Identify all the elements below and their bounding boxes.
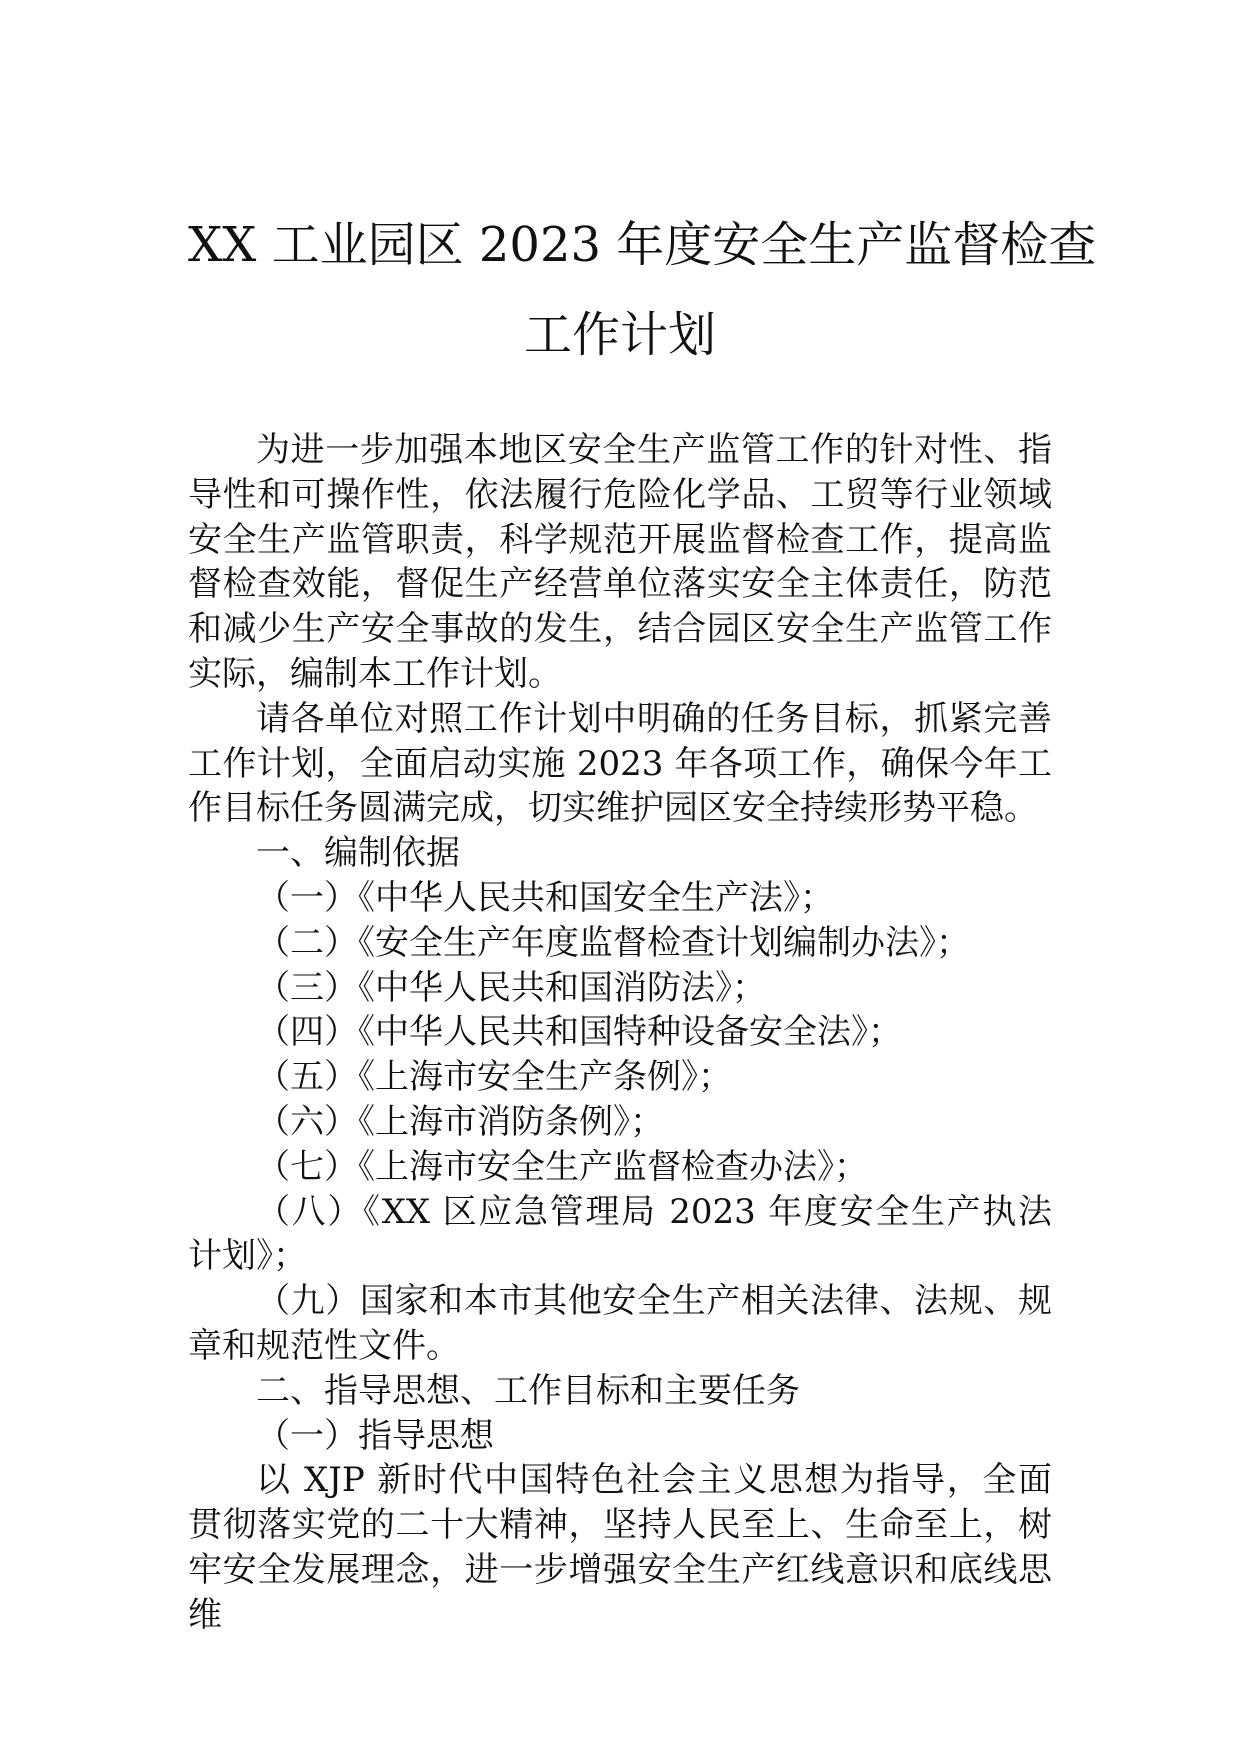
basis-item: （五）《上海市安全生产条例》； (256, 1057, 732, 1098)
document-title (188, 200, 1097, 380)
basis-item: （二）《安全生产年度监督检查计划编制办法》； (256, 922, 970, 963)
intro-paragraph-1: 为进一步加强本地区安全生产监管工作的针对性、指导性和可操作性，依法履行危险化学品、工贸等行业领域安全生产监管职责，科学规范开展监督检查工作，提高监督检查效能，督促生产经营单位落实安全主体责任，防范和减少生产安全事故的发生，结合园区安全生产监管工作实际，编制本工作计划。 (188, 430, 1052, 694)
subsection-heading: （一）指导思想 (256, 1415, 494, 1456)
basis-item: （三）《中华人民共和国消防法》； (256, 967, 766, 1008)
basis-item: （六）《上海市消防条例》； (256, 1101, 664, 1142)
section-heading-guidance: 二、指导思想、工作目标和主要任务 (256, 1370, 800, 1411)
title-line-1: XX 工业园区 2023 年度安全生产监督检查 (188, 217, 1097, 273)
document-body (188, 428, 1052, 1638)
section-heading-basis: 一、编制依据 (256, 833, 460, 874)
basis-item: （九）国家和本市其他安全生产相关法律、法规、规章和规范性文件。 (188, 1281, 1052, 1366)
guiding-paragraph: 以 XJP 新时代中国特色社会主义思想为指导，全面贯彻落实党的二十大精神，坚持人民至上、生命至上，树牢安全发展理念，进一步增强安全生产红线意识和底线思维 (188, 1460, 1052, 1635)
basis-item: （一）《中华人民共和国安全生产法》； (256, 877, 834, 918)
basis-item: （八）《XX 区应急管理局 2023 年度安全生产执法计划》； (188, 1191, 1052, 1277)
intro-paragraph-2: 请各单位对照工作计划中明确的任务目标，抓紧完善工作计划，全面启动实施 2023 年各项工作，确保今年工作目标任务圆满完成，切实维护园区安全持续形势平稳。 (188, 698, 1052, 829)
basis-item: （四）《中华人民共和国特种设备安全法》； (256, 1012, 902, 1053)
document-page (188, 200, 1097, 1638)
title-line-2: 工作计划 (523, 307, 716, 363)
basis-item: （七）《上海市安全生产监督检查办法》； (256, 1146, 868, 1187)
